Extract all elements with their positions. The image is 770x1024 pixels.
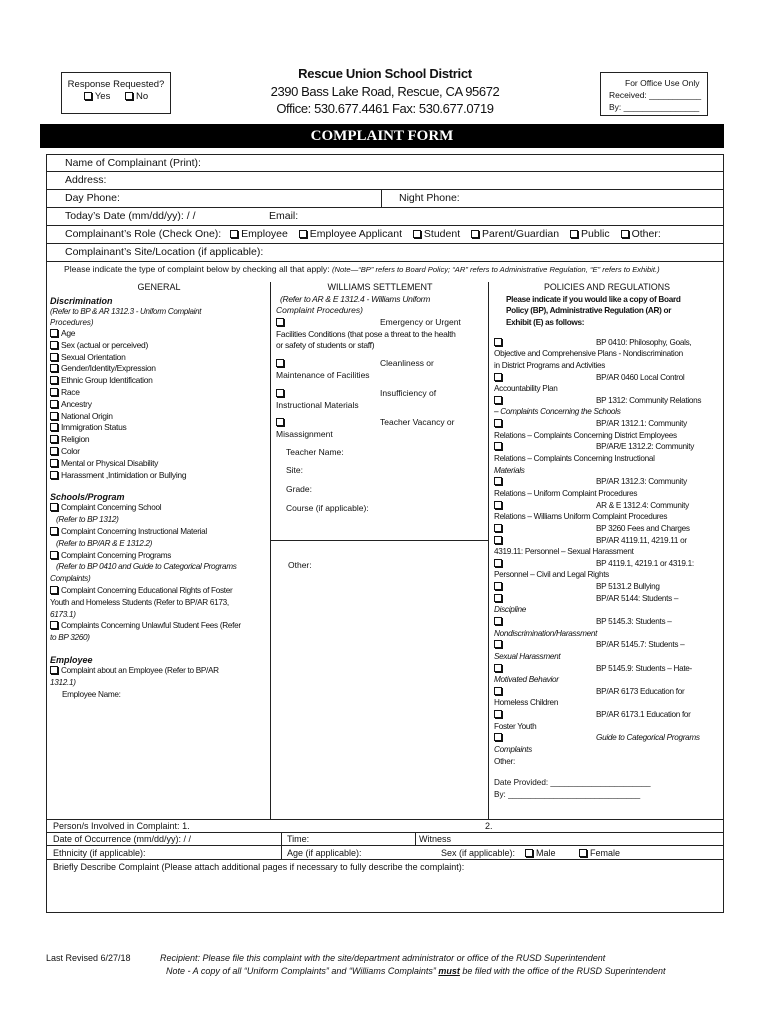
ancestry-checkbox[interactable] — [50, 400, 58, 408]
school-ref: Complaints) — [50, 574, 91, 584]
role-student-label: Student — [423, 228, 461, 240]
discrimination-item[interactable] — [50, 340, 268, 352]
williams-column — [276, 282, 484, 514]
occ-div-1 — [281, 833, 282, 845]
item-label: Harassment ,Intimidation or Bullying — [61, 469, 187, 480]
item-label: Complaint Concerning Educational Rights of Foster — [61, 585, 233, 595]
yes-checkbox[interactable] — [84, 92, 92, 100]
emergency-label: Emergency or Urgent — [380, 316, 461, 327]
williams-site-label: Site: — [286, 465, 304, 476]
policy-line — [494, 569, 720, 581]
policy-line[interactable] — [494, 476, 720, 488]
school-ref: (Refer to BP 1312) — [56, 515, 119, 525]
insufficiency-label: Insufficiency of — [380, 387, 437, 398]
policy-label: Guide to Categorical Programs — [596, 733, 700, 743]
policy-label: BP/AR 1312.1: Community — [596, 419, 687, 429]
policy-line — [494, 604, 720, 616]
policy-line — [494, 511, 720, 523]
policies-intro-1: Please indicate if you would like a copy of Board — [506, 294, 681, 304]
last-revised: Last Revised 6/27/18 — [46, 953, 131, 963]
policy-text: Other: — [494, 756, 515, 766]
form-title: COMPLAINT FORM — [310, 128, 454, 144]
policy-line — [494, 360, 720, 372]
district-address: 2390 Bass Lake Road, Rescue, CA 95672 — [270, 84, 500, 99]
policy-label: BP 5145.9: Students – Hate- — [596, 663, 692, 673]
schools-list — [50, 502, 268, 644]
office-by[interactable]: By: ________________ — [609, 102, 700, 112]
persons-label: Person/s Involved in Complaint: 1. — [53, 821, 190, 831]
col-divider-2 — [488, 282, 489, 820]
policy-line[interactable] — [494, 593, 720, 605]
office-use-label: For Office Use Only — [625, 78, 700, 88]
insufficiency-checkbox[interactable] — [276, 389, 284, 397]
form-title-bar — [40, 124, 724, 148]
discrimination-item[interactable] — [50, 446, 268, 458]
policies-intro-3: Exhibit (E) as follows: — [506, 317, 585, 327]
policy-line — [494, 651, 720, 663]
emergency-desc-2: or safety of students or staff) — [276, 340, 375, 351]
response-requested-label: Response Requested? — [67, 79, 165, 90]
discrimination-item[interactable] — [50, 470, 268, 482]
item-label: Sexual Orientation — [61, 351, 126, 362]
date-email-row — [46, 208, 724, 226]
policy-line — [494, 488, 720, 500]
role-public-checkbox[interactable] — [570, 230, 578, 238]
role-parent-checkbox[interactable] — [471, 230, 479, 238]
describe-label: Briefly Describe Complaint (Please attach additional pages if necessary to fully describe the complaint): — [53, 862, 465, 872]
no-label: No — [135, 91, 149, 102]
phone-row — [46, 190, 724, 208]
policy-line — [494, 383, 720, 395]
night-phone-divider — [381, 190, 382, 207]
williams-ref-2: Complaint Procedures) — [276, 305, 363, 316]
policy-line[interactable] — [494, 663, 720, 675]
role-applicant-label: Employee Applicant — [309, 228, 402, 240]
color-checkbox[interactable] — [50, 447, 58, 455]
discrimination-ref-1: (Refer to BP & AR 1312.3 - Uniform Complaint — [50, 307, 202, 316]
site-label: Complainant’s Site/Location (if applicable): — [65, 246, 264, 258]
item-label: National Origin — [61, 410, 113, 421]
teacher-name-label: Teacher Name: — [286, 446, 344, 457]
sex-label: Sex (if applicable): — [441, 848, 516, 858]
yes-label: Yes — [94, 91, 111, 102]
item-label: Complaint Concerning School — [61, 503, 162, 513]
policy-label: BP/AR 6173 Education for — [596, 686, 685, 696]
ethnic-checkbox[interactable] — [50, 376, 58, 384]
discrimination-item[interactable] — [50, 411, 268, 423]
policy-checkbox[interactable] — [494, 442, 502, 450]
policy-label: BP/AR 1312.3: Community — [596, 477, 687, 487]
time-label: Time: — [287, 834, 310, 844]
policy-checkbox[interactable] — [494, 373, 502, 381]
ethnicity-label: Ethnicity (if applicable): — [53, 848, 146, 858]
policy-line — [494, 348, 720, 360]
policy-line[interactable] — [494, 535, 720, 547]
policy-line[interactable] — [494, 372, 720, 384]
female-option[interactable] — [579, 846, 620, 860]
policy-text: in District Programs and Activities — [494, 360, 605, 370]
instructions-note: (Note—“BP” refers to Board Policy; “AR” refers to Administrative Regulation, “E” refers to Exhibit.) — [332, 265, 660, 274]
item-label: Immigration Status — [61, 422, 127, 433]
day-phone-label: Day Phone: — [65, 192, 120, 204]
school-item[interactable] — [50, 502, 268, 514]
policy-checkbox[interactable] — [494, 536, 502, 544]
policy-label: BP 5145.3: Students – — [596, 617, 672, 626]
male-label: Male — [536, 848, 556, 858]
policy-label: BP/AR 5145.7: Students – — [596, 640, 685, 650]
policy-line[interactable] — [494, 395, 720, 407]
role-applicant-checkbox[interactable] — [299, 230, 307, 238]
office-received[interactable]: Received: ___________ — [609, 90, 702, 100]
email-label: Email: — [269, 210, 299, 222]
school-ref: Youth and Homeless Students (Refer to BP/AR 6173, — [50, 597, 229, 607]
role-other-label: Other: — [631, 228, 661, 240]
policy-checkbox[interactable] — [494, 477, 502, 485]
role-other-checkbox[interactable] — [621, 230, 629, 238]
school-checkbox[interactable] — [50, 503, 58, 511]
site-row[interactable] — [46, 244, 724, 262]
instructions-line — [64, 264, 660, 274]
item-label: Religion — [61, 434, 90, 445]
sex-checkbox[interactable] — [50, 341, 58, 349]
emergency-checkbox[interactable] — [276, 318, 284, 326]
female-label: Female — [590, 848, 621, 858]
item-label: Complaint Concerning Programs — [61, 550, 172, 560]
policy-line — [494, 756, 720, 768]
occ-div-2 — [415, 833, 416, 845]
policy-checkbox[interactable] — [494, 617, 502, 625]
policy-line — [494, 721, 720, 733]
policy-checkbox[interactable] — [494, 559, 502, 567]
occurrence-row — [46, 833, 724, 846]
policy-text: Complaints — [494, 745, 532, 755]
witness-label: Witness — [419, 834, 452, 844]
item-label: Complaints Concerning Unlawful Student Fees (Refer — [61, 621, 241, 631]
policy-checkbox[interactable] — [494, 524, 502, 532]
policy-text: Relations – Williams Uniform Complaint Procedures — [494, 512, 668, 522]
policy-checkbox[interactable] — [494, 419, 502, 427]
policy-line[interactable] — [494, 337, 720, 349]
eth-div-1 — [281, 846, 282, 859]
office-use-box — [600, 72, 708, 116]
policy-text: Homeless Children — [494, 698, 559, 708]
role-employee-checkbox[interactable] — [230, 230, 238, 238]
policy-checkbox[interactable] — [494, 501, 502, 509]
policy-text: Accountability Plan — [494, 384, 558, 394]
religion-checkbox[interactable] — [50, 435, 58, 443]
policy-line[interactable] — [494, 500, 720, 512]
teacher-item[interactable] — [276, 417, 484, 429]
cleanliness-label: Cleanliness or — [380, 357, 434, 368]
programs-checkbox[interactable] — [50, 551, 58, 559]
policy-checkbox[interactable] — [494, 640, 502, 648]
policy-line[interactable] — [494, 418, 720, 430]
policy-text: Motivated Behavior — [494, 675, 559, 685]
no-checkbox[interactable] — [125, 92, 133, 100]
age-label: Age (if applicable): — [287, 848, 362, 858]
policy-label: BP 1312: Community Relations — [596, 395, 702, 405]
policy-checkbox[interactable] — [494, 396, 502, 404]
policies-by-label[interactable]: By: _____________________________ — [494, 789, 641, 799]
discrimination-ref-2: Procedures) — [50, 318, 94, 327]
policy-text: Foster Youth — [494, 721, 537, 731]
policies-column — [494, 282, 720, 801]
insufficiency-item[interactable] — [276, 388, 484, 400]
name-row[interactable] — [46, 154, 724, 172]
policy-label: BP 4119.1, 4219.1 or 4319.1: — [596, 558, 694, 568]
williams-course-label: Course (if applicable): — [286, 502, 369, 513]
item-label: Race — [61, 386, 80, 397]
policy-line[interactable] — [494, 558, 720, 570]
policy-text: Materials — [494, 465, 525, 475]
item-label: Gender/Identity/Expression — [61, 363, 156, 374]
policy-line — [494, 697, 720, 709]
general-column — [50, 282, 268, 700]
policy-label: BP/AR 0460 Local Control — [596, 372, 685, 382]
policy-label: BP/AR 4119.11, 4219.11 or — [596, 535, 687, 545]
footer-note-post: be filed with the office of the RUSD Superintendent — [462, 966, 666, 976]
item-label: Ethnic Group Identification — [61, 375, 153, 386]
policy-label: BP/AR 6173.1 Education for — [596, 710, 691, 720]
ethnicity-row — [46, 846, 724, 860]
instructions-text: Please indicate the type of complaint below by checking all that apply: — [64, 264, 330, 274]
policy-checkbox[interactable] — [494, 582, 502, 590]
origin-checkbox[interactable] — [50, 412, 58, 420]
policy-checkbox[interactable] — [494, 710, 502, 718]
school-ref: to BP 3260) — [50, 633, 90, 643]
role-employee-label: Employee — [241, 228, 288, 240]
persons-row — [46, 820, 724, 833]
immigration-checkbox[interactable] — [50, 423, 58, 431]
role-public-label: Public — [581, 228, 610, 240]
policy-text: 4319.11: Personnel – Sexual Harassment — [494, 547, 634, 557]
williams-ref-1: (Refer to AR & E 1312.4 - Williams Uniform — [280, 293, 430, 304]
policy-line — [494, 465, 720, 477]
policy-line — [494, 453, 720, 465]
policy-text: Relations – Complaints Concerning District Employees — [494, 430, 677, 440]
policy-checkbox[interactable] — [494, 687, 502, 695]
discrimination-item[interactable] — [50, 328, 268, 340]
school-ref: 6173.1) — [50, 609, 76, 619]
policy-line[interactable] — [494, 441, 720, 453]
school-item[interactable] — [50, 620, 268, 632]
disability-checkbox[interactable] — [50, 459, 58, 467]
policy-checkbox[interactable] — [494, 733, 502, 741]
night-phone-label: Night Phone: — [399, 192, 460, 204]
williams-other-label: Other: — [288, 560, 312, 570]
role-row — [46, 226, 724, 244]
schools-title: Schools/Program — [50, 492, 125, 503]
policy-text: Nondiscrimination/Harassment — [494, 628, 598, 638]
discrimination-item[interactable] — [50, 363, 268, 375]
policy-line — [494, 744, 720, 756]
school-ref: (Refer to BP/AR & E 1312.2) — [56, 538, 153, 548]
age-checkbox[interactable] — [50, 329, 58, 337]
policy-checkbox[interactable] — [494, 594, 502, 602]
name-label: Name of Complainant (Print): — [65, 157, 201, 169]
policy-text: Relations – Complaints Concerning Instructional — [494, 454, 655, 464]
policy-line — [494, 430, 720, 442]
discrimination-item[interactable] — [50, 375, 268, 387]
address-row[interactable] — [46, 172, 724, 190]
policy-line[interactable] — [494, 686, 720, 698]
item-label: Sex (actual or perceived) — [61, 339, 148, 350]
policy-line[interactable] — [494, 639, 720, 651]
footer-note — [166, 966, 666, 976]
teacher-label: Teacher Vacancy or — [380, 417, 455, 428]
school-ref: (Refer to BP 0410 and Guide to Categorical Programs — [56, 562, 237, 572]
employee-list — [50, 665, 268, 700]
race-checkbox[interactable] — [50, 388, 58, 396]
emergency-desc-1: Facilities Conditions (that pose a threat to the health — [276, 328, 456, 339]
discrimination-item[interactable] — [50, 422, 268, 434]
policies-intro-2: Policy (BP), Administrative Regulation (AR) or — [506, 306, 672, 316]
teacher-desc: Misassignment — [276, 429, 333, 440]
discrimination-item[interactable] — [50, 434, 268, 446]
policy-line — [494, 628, 720, 640]
emergency-item[interactable] — [276, 317, 484, 329]
male-checkbox[interactable] — [525, 849, 533, 857]
insufficiency-desc: Instructional Materials — [276, 399, 359, 410]
policy-checkbox[interactable] — [494, 338, 502, 346]
policy-text: – Complaints Concerning the Schools — [494, 407, 621, 417]
policy-text: Objective and Comprehensive Plans - Nondiscrimination — [494, 349, 683, 359]
williams-other-divider — [270, 540, 488, 541]
discrimination-item[interactable] — [50, 458, 268, 470]
policy-label: BP/AR/E 1312.2: Community — [596, 442, 695, 452]
role-student-checkbox[interactable] — [413, 230, 421, 238]
foster-checkbox[interactable] — [50, 586, 58, 594]
item-label: Complaint about an Employee (Refer to BP/AR — [61, 665, 219, 675]
persons-2-label: 2. — [485, 821, 493, 831]
employee-item[interactable] — [50, 665, 268, 677]
williams-grade-label: Grade: — [286, 483, 312, 494]
date-provided-label[interactable]: Date Provided: ______________________ — [494, 778, 651, 788]
occurrence-label: Date of Occurrence (mm/dd/yy): / / — [53, 834, 192, 844]
policies-heading: POLICIES AND REGULATIONS — [544, 282, 670, 292]
role-parent-label: Parent/Guardian — [482, 228, 560, 240]
item-label: Mental or Physical Disability — [61, 457, 159, 468]
policy-text: Sexual Harassment — [494, 651, 561, 661]
policy-line[interactable] — [494, 732, 720, 744]
policies-list — [494, 337, 720, 768]
policy-line — [494, 546, 720, 558]
policy-label: BP 5131.2 Bullying — [596, 582, 660, 592]
item-label: Complaint Concerning Instructional Material — [61, 526, 207, 536]
female-checkbox[interactable] — [579, 849, 587, 857]
col-divider-1 — [270, 282, 271, 820]
policy-label: AR & E 1312.4: Community — [596, 500, 689, 510]
district-phones: Office: 530.677.4461 Fax: 530.677.0719 — [276, 101, 494, 116]
school-item[interactable] — [50, 526, 268, 538]
discrimination-item[interactable] — [50, 352, 268, 364]
policy-text: Personnel – Civil and Legal Rights — [494, 570, 609, 580]
male-option[interactable] — [525, 846, 556, 860]
policy-line[interactable] — [494, 523, 720, 535]
harassment-checkbox[interactable] — [50, 471, 58, 479]
item-label: Color — [61, 445, 80, 456]
employee-checkbox[interactable] — [50, 666, 58, 674]
policy-line — [494, 674, 720, 686]
discrimination-item[interactable] — [50, 387, 268, 399]
discrimination-title: Discrimination — [50, 296, 113, 306]
employee-title: Employee — [50, 654, 93, 665]
fees-checkbox[interactable] — [50, 621, 58, 629]
discrimination-list — [50, 328, 268, 481]
williams-heading: WILLIAMS SETTLEMENT — [327, 282, 433, 292]
orientation-checkbox[interactable] — [50, 353, 58, 361]
instructional-checkbox[interactable] — [50, 527, 58, 535]
discrimination-item[interactable] — [50, 399, 268, 411]
policy-label: BP 0410: Philosophy, Goals, — [596, 337, 692, 347]
policy-label: BP/AR 5144: Students – — [596, 593, 679, 603]
policy-line[interactable] — [494, 709, 720, 721]
policy-line — [494, 406, 720, 418]
employee-ref: 1312.1) — [50, 677, 76, 687]
policy-line[interactable] — [494, 581, 720, 593]
cleanliness-item[interactable] — [276, 358, 484, 370]
item-label: Age — [61, 328, 76, 338]
employee-name-label: Employee Name: — [62, 689, 121, 699]
cleanliness-desc: Maintenance of Facilities — [276, 369, 370, 380]
policy-text: Discipline — [494, 605, 527, 615]
policy-line[interactable] — [494, 616, 720, 628]
response-requested-box — [61, 72, 171, 114]
district-name: Rescue Union School District — [298, 66, 472, 81]
policy-checkbox[interactable] — [494, 664, 502, 672]
item-label: Ancestry — [61, 398, 92, 409]
footer-recipient: Recipient: Please file this complaint with the site/department administrator or office of the RUSD Superintendent — [160, 953, 606, 963]
district-header — [228, 66, 542, 116]
school-item[interactable] — [50, 550, 268, 562]
footer-note-must: must — [438, 966, 460, 976]
description-box[interactable] — [46, 860, 724, 913]
footer-note-pre: Note - A copy of all “Uniform Complaints” and “Williams Complaints” — [166, 966, 436, 976]
gender-checkbox[interactable] — [50, 364, 58, 372]
cleanliness-checkbox[interactable] — [276, 359, 284, 367]
today-date-label: Today’s Date (mm/dd/yy): / / — [65, 210, 196, 222]
school-item[interactable] — [50, 585, 268, 597]
teacher-checkbox[interactable] — [276, 418, 284, 426]
policy-label: BP 3260 Fees and Charges — [596, 523, 690, 533]
general-heading: GENERAL — [137, 282, 181, 292]
role-label: Complainant’s Role (Check One): — [65, 228, 222, 240]
address-label: Address: — [65, 174, 107, 186]
policy-text: Relations – Uniform Complaint Procedures — [494, 488, 638, 498]
